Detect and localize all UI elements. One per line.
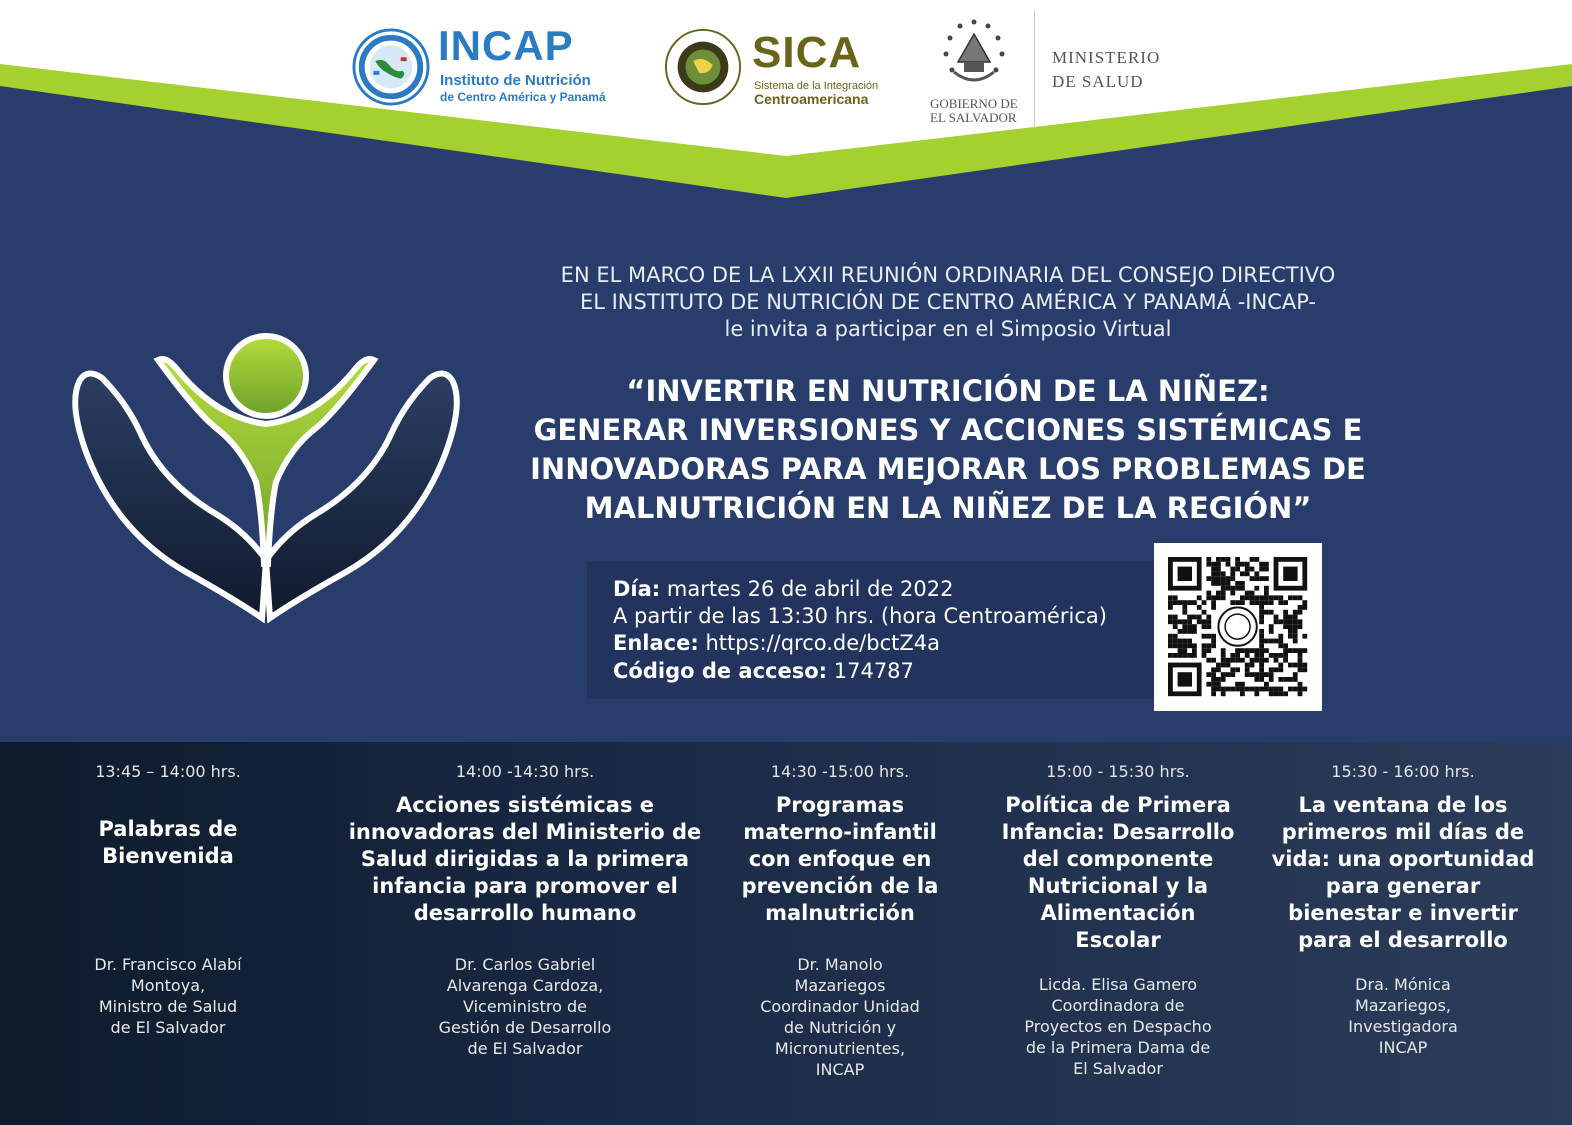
agenda-title-line: primeros mil días de [1281,820,1525,844]
agenda-slot-speaker [340,954,710,1059]
agenda-slot-time: 14:30 -15:00 hrs. [770,762,910,781]
agenda-title-line: para el desarrollo [1298,928,1508,952]
agenda-speaker-line: Ministro de Salud [98,997,238,1016]
agenda-title-line: Infancia: Desarrollo [1001,820,1235,844]
agenda-speaker-line: Alvarenga Cardoza, [446,976,604,995]
agenda-speaker-line: El Salvador [1073,1059,1163,1078]
code-label: Código de acceso: [613,659,828,683]
logo-divider [1034,10,1035,128]
code-value: 174787 [827,659,914,683]
agenda-title-line: para generar [1325,874,1481,898]
agenda-title-line: del componente [1022,847,1214,871]
agenda-slot [990,742,1246,1125]
symposium-title [480,372,1416,528]
agenda-title-line: Salud dirigidas a la primera [360,847,690,871]
agenda-title-line: malnutrición [765,901,915,925]
agenda-title-line: Acciones sistémicas e [395,793,654,817]
agenda-slot [40,742,296,1125]
agenda-title-line: desarrollo humano [413,901,637,925]
agenda-speaker-line: INCAP [815,1060,865,1079]
agenda-slot [340,742,710,1125]
agenda-title-line: innovadoras del Ministerio de [348,820,702,844]
event-time: A partir de las 13:30 hrs. (hora Centroamérica) [613,604,1107,628]
agenda-title-line: Política de Primera [1005,793,1231,817]
agenda-speaker-line: Proyectos en Despacho [1024,1017,1212,1036]
agenda-slot-title [1262,792,1544,954]
agenda-speaker-line: de El Salvador [110,1018,226,1037]
agenda-section [0,742,1572,1125]
agenda-speaker-line: Viceministro de [462,997,587,1016]
link-value[interactable]: https://qrco.de/bctZ4a [698,631,940,655]
event-link [613,631,940,655]
agenda-slot-speaker [990,974,1246,1079]
incap-subtitle-line1: Instituto de Nutrición [440,72,591,89]
incap-name: INCAP [438,22,574,69]
el-salvador-coat-of-arms-icon [934,16,1014,96]
agenda-title-line: Palabras de [98,817,238,841]
day-label: Día: [613,577,661,601]
agenda-speaker-line: Montoya, [130,976,206,995]
agenda-title-line: Nutricional y la [1027,874,1209,898]
agenda-title-line: infancia para promover el [372,874,678,898]
sica-name: SICA [752,28,862,77]
link-label: Enlace: [613,631,699,655]
agenda-speaker-line: Licda. Elisa Gamero [1038,975,1198,994]
agenda-speaker-line: INCAP [1378,1038,1428,1057]
agenda-slot-speaker [40,954,296,1038]
agenda-speaker-line: de Nutrición y [783,1018,897,1037]
event-info-box [587,561,1154,699]
event-day [613,577,953,601]
agenda-speaker-line: Gestión de Desarrollo [438,1018,612,1037]
agenda-slot-speaker [1262,974,1544,1058]
agenda-speaker-line: Mazariegos, [1354,996,1452,1015]
sica-logo [664,26,894,108]
agenda-slot [1262,742,1544,1125]
agenda-slot-time: 13:45 – 14:00 hrs. [95,762,241,781]
agenda-slot-time: 15:30 - 16:00 hrs. [1331,762,1475,781]
intro-line3: le invita a participar en el Simposio Virtual [724,317,1172,341]
agenda-speaker-line: Micronutrientes, [774,1039,906,1058]
sica-seal-icon [664,28,742,106]
title-line4: MALNUTRICIÓN EN LA NIÑEZ DE LA REGIÓN” [584,491,1312,525]
agenda-title-line: con enfoque en [748,847,932,871]
ministry-text-line1: MINISTERIO [1052,48,1161,67]
title-line3: INNOVADORAS PARA MEJORAR LOS PROBLEMAS DE [530,452,1366,486]
agenda-speaker-line: de El Salvador [467,1039,583,1058]
event-access-code [613,659,914,683]
sica-subtitle-line1: Sistema de la Integración [754,80,879,92]
agenda-speaker-line: Dr. Carlos Gabriel [454,955,596,974]
agenda-speaker-line: Investigadora [1348,1017,1458,1036]
agenda-slot-speaker [720,954,960,1080]
agenda-slot [720,742,960,1125]
intro-line2: EL INSTITUTO DE NUTRICIÓN DE CENTRO AMÉRICA Y PANAMÁ -INCAP- [579,290,1317,314]
agenda-title-line: materno-infantil [743,820,937,844]
agenda-title-line: Escolar [1075,928,1161,952]
agenda-speaker-line: Coordinadora de [1051,996,1185,1015]
title-line2: GENERAR INVERSIONES Y ACCIONES SISTÉMICAS E [533,413,1363,447]
agenda-title-line: Alimentación [1040,901,1196,925]
agenda-slot-title [340,792,710,927]
agenda-slot-title [720,792,960,927]
qr-code-icon [1154,543,1322,711]
title-line1: “INVERTIR EN NUTRICIÓN DE LA NIÑEZ: [626,374,1270,408]
day-value: martes 26 de abril de 2022 [660,577,954,601]
government-logo [926,16,1186,128]
qr-code[interactable] [1154,543,1322,711]
agenda-title-line: La ventana de los [1298,793,1508,817]
incap-seal-icon [352,28,430,106]
hands-child-logo-icon [66,332,466,632]
agenda-speaker-line: de la Primera Dama de [1025,1038,1211,1057]
agenda-speaker-line: Dr. Manolo [797,955,883,974]
agenda-slot-title [990,792,1246,954]
agenda-speaker-line: Mazariegos [794,976,886,995]
incap-logo [352,22,612,108]
government-text-line2: EL SALVADOR [930,110,1017,125]
sica-subtitle-line2: Centroamericana [754,91,869,107]
agenda-slot-title [40,816,296,870]
agenda-speaker-line: Dr. Francisco Alabí [94,955,242,974]
agenda-title-line: Bienvenida [102,844,234,868]
agenda-slot-time: 14:00 -14:30 hrs. [455,762,595,781]
agenda-title-line: vida: una oportunidad [1271,847,1535,871]
agenda-speaker-line: Dra. Mónica [1355,975,1451,994]
ministry-text-line2: DE SALUD [1052,72,1144,91]
agenda-title-line: prevención de la [741,874,939,898]
agenda-speaker-line: Coordinador Unidad [760,997,920,1016]
agenda-title-line: bienestar e invertir [1288,901,1518,925]
intro-text [480,262,1416,343]
intro-line1: EN EL MARCO DE LA LXXII REUNIÓN ORDINARIA DEL CONSEJO DIRECTIVO [560,263,1336,287]
agenda-slot-time: 15:00 - 15:30 hrs. [1046,762,1190,781]
incap-subtitle-line2: de Centro América y Panamá [440,90,606,104]
government-text-line1: GOBIERNO DE [930,96,1018,111]
agenda-title-line: Programas [775,793,905,817]
